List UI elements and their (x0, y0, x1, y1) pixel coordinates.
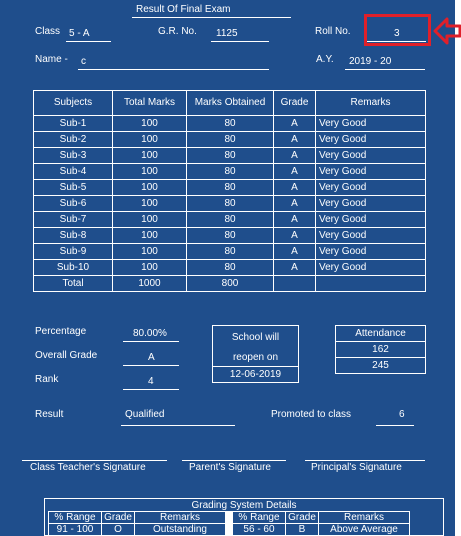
cell-total-marks[interactable]: 100 (113, 116, 187, 132)
result-value[interactable]: Qualified (125, 409, 165, 420)
roll-number-highlight (364, 14, 431, 46)
report-title: Result Of Final Exam (136, 4, 231, 15)
grading-system-box (44, 498, 444, 536)
cell-total-marks[interactable]: 100 (113, 228, 187, 244)
table-row (34, 212, 426, 228)
table-row (34, 164, 426, 180)
cell-subject[interactable]: Total (34, 276, 113, 292)
cell-subject[interactable]: Sub-7 (34, 212, 113, 228)
title-underline (132, 17, 291, 18)
attendance-label: Attendance (336, 326, 426, 342)
right-margin (455, 0, 461, 536)
grading-col-remarks: Remarks (135, 512, 230, 524)
result-label: Result (35, 409, 64, 420)
col-marks-obtained: Marks Obtained (187, 91, 274, 116)
grading-col-grade: Grade (102, 512, 135, 524)
col-grade: Grade (274, 91, 316, 116)
cell-remarks[interactable]: Very Good (316, 212, 426, 228)
left-arrow-icon (433, 16, 461, 46)
class-value[interactable]: 5 - A (69, 28, 90, 39)
class-underline (66, 41, 111, 42)
cell-marks-obtained[interactable]: 80 (187, 148, 274, 164)
name-underline (78, 69, 269, 70)
cell-remarks[interactable]: Very Good (316, 228, 426, 244)
roll-value[interactable]: 3 (394, 28, 400, 39)
table-row (34, 244, 426, 260)
grading-range-2: 56 - 60 (229, 524, 286, 536)
reopen-date[interactable]: 12-06-2019 (229, 369, 282, 380)
name-value[interactable]: c (81, 56, 86, 67)
cell-total-marks[interactable]: 100 (113, 164, 187, 180)
attendance-total[interactable]: 245 (336, 358, 426, 374)
rank-value[interactable]: 4 (148, 376, 154, 387)
cell-total-marks[interactable]: 100 (113, 212, 187, 228)
grading-grade: O (102, 524, 135, 536)
cell-grade[interactable]: A (274, 148, 316, 164)
total-row (34, 276, 426, 292)
cell-grade[interactable]: A (274, 244, 316, 260)
table-row (34, 196, 426, 212)
parent-signature: Parent's Signature (189, 462, 271, 473)
percentage-label: Percentage (35, 326, 87, 337)
marks-table (33, 90, 426, 292)
percentage-value[interactable]: 80.00% (133, 328, 167, 339)
principal-signature: Principal's Signature (311, 462, 402, 473)
cell-subject[interactable]: Sub-10 (34, 260, 113, 276)
result-underline (121, 425, 235, 426)
cell-remarks[interactable]: Very Good (316, 164, 426, 180)
cell-subject[interactable]: Sub-8 (34, 228, 113, 244)
grading-col-range: % Range (49, 512, 102, 524)
cell-total-marks[interactable]: 100 (113, 148, 187, 164)
reopen-line2: reopen on (232, 352, 279, 363)
attendance-table (335, 325, 426, 374)
cell-remarks[interactable]: Very Good (316, 244, 426, 260)
cell-remarks[interactable]: Very Good (316, 148, 426, 164)
cell-marks-obtained[interactable]: 80 (187, 260, 274, 276)
cell-marks-obtained[interactable]: 80 (187, 164, 274, 180)
cell-marks-obtained[interactable]: 80 (187, 196, 274, 212)
cell-grade[interactable]: A (274, 196, 316, 212)
overall-grade-underline (123, 365, 179, 366)
reopen-line1: School will (231, 332, 280, 343)
reopen-box (212, 325, 299, 383)
grading-header-row (49, 512, 410, 524)
rank-label: Rank (35, 374, 59, 385)
table-row (34, 260, 426, 276)
cell-marks-obtained[interactable]: 80 (187, 180, 274, 196)
cell-remarks[interactable]: Very Good (316, 116, 426, 132)
col-subjects: Subjects (34, 91, 113, 116)
marks-header-row (34, 91, 426, 116)
parent-sign-line (182, 460, 286, 461)
grading-remarks: Outstanding (135, 524, 230, 536)
overall-grade-label: Overall Grade (35, 350, 98, 361)
grading-col-remarks-2: Remarks (319, 512, 410, 524)
grading-col-range-2: % Range (229, 512, 286, 524)
cell-grade[interactable] (274, 276, 316, 292)
cell-grade[interactable]: A (274, 164, 316, 180)
rank-underline (123, 389, 179, 390)
cell-remarks[interactable]: Very Good (316, 260, 426, 276)
cell-subject[interactable]: Sub-9 (34, 244, 113, 260)
grading-row (49, 524, 410, 536)
overall-grade-value[interactable]: A (148, 352, 155, 363)
grading-table (48, 511, 410, 536)
table-row (34, 116, 426, 132)
cell-total-marks[interactable]: 100 (113, 244, 187, 260)
class-label: Class (35, 26, 61, 37)
grading-col-grade-2: Grade (286, 512, 319, 524)
teacher-sign-line (22, 460, 167, 461)
principal-sign-line (305, 460, 425, 461)
cell-total-marks[interactable]: 100 (113, 196, 187, 212)
grading-grade-2: B (286, 524, 319, 536)
cell-grade[interactable]: A (274, 228, 316, 244)
cell-subject[interactable]: Sub-2 (34, 132, 113, 148)
ay-underline (345, 69, 425, 70)
attendance-present[interactable]: 162 (336, 342, 426, 358)
col-remarks: Remarks (316, 91, 426, 116)
cell-subject[interactable]: Sub-4 (34, 164, 113, 180)
cell-grade[interactable]: A (274, 116, 316, 132)
cell-marks-obtained[interactable]: 80 (187, 132, 274, 148)
cell-grade[interactable]: A (274, 132, 316, 148)
table-row (34, 228, 426, 244)
promoted-label: Promoted to class (271, 409, 352, 420)
table-row (34, 180, 426, 196)
table-row (34, 148, 426, 164)
cell-remarks[interactable]: Very Good (316, 132, 426, 148)
promoted-value[interactable]: 6 (399, 409, 405, 420)
cell-remarks[interactable] (316, 276, 426, 292)
cell-marks-obtained[interactable]: 80 (187, 212, 274, 228)
cell-subject[interactable]: Sub-5 (34, 180, 113, 196)
cell-marks-obtained[interactable]: 80 (187, 228, 274, 244)
ay-value[interactable]: 2019 - 20 (349, 56, 392, 67)
percentage-underline (123, 341, 179, 342)
cell-marks-obtained[interactable]: 80 (187, 244, 274, 260)
table-row (34, 132, 426, 148)
cell-total-marks[interactable]: 100 (113, 260, 187, 276)
cell-marks-obtained[interactable]: 800 (187, 276, 274, 292)
col-total-marks: Total Marks (113, 91, 187, 116)
grading-remarks-2: Above Average (319, 524, 410, 536)
gr-underline (211, 41, 269, 42)
cell-grade[interactable]: A (274, 212, 316, 228)
reopen-divider (213, 366, 298, 367)
cell-total-marks[interactable]: 100 (113, 180, 187, 196)
cell-grade[interactable]: A (274, 180, 316, 196)
roll-label: Roll No. (315, 26, 351, 37)
cell-total-marks[interactable]: 100 (113, 132, 187, 148)
cell-remarks[interactable]: Very Good (316, 180, 426, 196)
grading-title: Grading System Details (191, 500, 297, 511)
cell-total-marks[interactable]: 1000 (113, 276, 187, 292)
gr-label: G.R. No. (158, 26, 197, 37)
cell-marks-obtained[interactable]: 80 (187, 116, 274, 132)
grading-range: 91 - 100 (49, 524, 102, 536)
cell-subject[interactable]: Sub-3 (34, 148, 113, 164)
promoted-underline (376, 425, 414, 426)
cell-subject[interactable]: Sub-1 (34, 116, 113, 132)
cell-subject[interactable]: Sub-6 (34, 196, 113, 212)
name-label: Name - (35, 54, 68, 65)
teacher-signature: Class Teacher's Signature (30, 462, 146, 473)
cell-remarks[interactable]: Very Good (316, 196, 426, 212)
ay-label: A.Y. (316, 54, 334, 65)
gr-value[interactable]: 1125 (216, 28, 238, 39)
cell-grade[interactable]: A (274, 260, 316, 276)
